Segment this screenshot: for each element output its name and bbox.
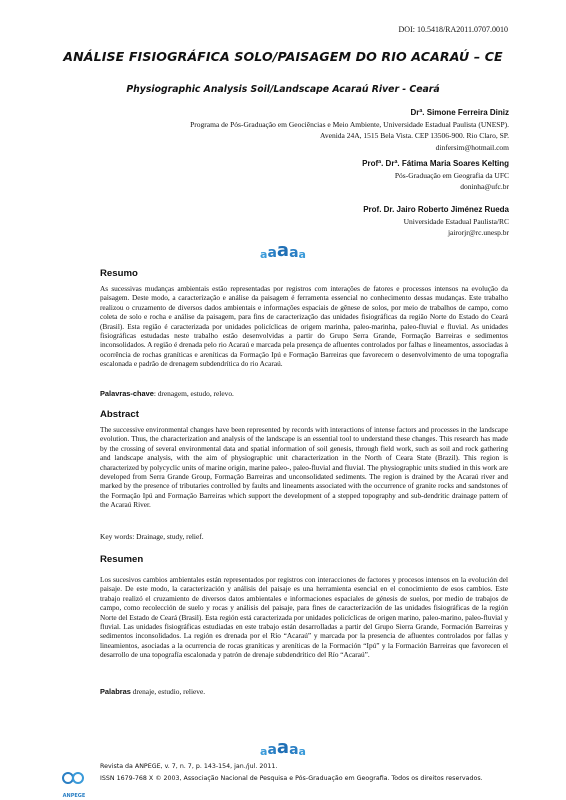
keywords-label: Palavras-chave: [100, 389, 154, 398]
logo-letter: a: [267, 245, 277, 261]
author-address: Avenida 24A, 1515 Bela Vista. CEP 13506-900. Rio Claro, SP.: [320, 131, 509, 141]
doi: DOI: 10.5418/RA2011.0707.0010: [398, 25, 508, 34]
author-name: Prof. Dr. Jairo Roberto Jiménez Rueda: [363, 205, 509, 214]
resumen-text: Los sucesivos cambios ambientales están representados por registros con interacciones de factores y procesos intensos en la evolución del paisaje. De este modo, la caracterización y análisis del paisaje es una herramienta esencial en el conocimiento de esos cambios. Este trabajo realizó el cruzamiento de diversos datos ambientales e informaciones espaciales de génesis de suelos, por medio de trabajos de campo, como recolección de suelo y rocas y análisis del paisaje, para fines de caracterización de las unidades fisiográficas de la región Norte del Estado de Ceará (Brasil). Esta región está caracterizada por unidades policíclicas de origen marino, paleo-marino, paleo-fluvial y fluvial. Las unidades fisiográficas estudiadas en este trabajo están desarrolladas a partir del Grupo Sierra Grande, Formación Barreiras y sedimentos inconsolidados. La región es drenada por el Río “Acaraú” y marcada por la presencia de afluentes controlados por fallas y lineamientos, asociadas a la ocurrencia de rocas graníticas y areníticas de la Formación “Ipú” y la Formación Barreiras que favorecen el desarrollo de una topografía escalonada y patrón de drenaje subdendrítico del Río “Acaraú”.: [100, 575, 508, 660]
author-block-1: [89, 107, 509, 153]
resumo-keywords: [100, 389, 508, 398]
logo-caption: ANPEGE: [62, 793, 86, 799]
author-name: Profª. Drª. Fátima Maria Soares Kelting: [362, 159, 509, 168]
paper-title: ANÁLISE FISIOGRÁFICA SOLO/PAISAGEM DO RIO ACARAÚ – CE: [63, 49, 503, 64]
logo-letter: a: [260, 745, 268, 758]
author-email: dinfersim@hotmail.com: [435, 142, 509, 152]
author-name: Drª. Simone Ferreira Diniz: [410, 108, 509, 117]
logo-letter: a: [260, 248, 268, 261]
abstract-text: The successive environmental changes have been represented by records with interactions of intense factors and processes in the landscape evolution. Thus, the characterization and analysis of the landscape is an essential tool to understand these changes. This research has made by the crossing of several environmental data and spatial information of soil genesis, through field work, such as soil and rock gathering and landscape analysis, with the aim of physiographic unit characterization in the North of Ceara State (Brazil). This region is characterized by polycyclic units of marine origin, marine paleo-, paleo-fluvial and fluvial. The physiographic units studied in this work are developed from Serra Grande Group, Formação Barreiras and unconsolidated sediments. The region is drained by the Acaraú river and marked by the presence of tributaries controlled by faults and lineaments associated with the occurrence of granite rocks and sandstones of the Formação Ipú and Formação Barreiras which support the development of a stepped topography and sub-dendritic drainage pattern of the Acaraú River.: [100, 425, 508, 510]
keywords-label: Palabras: [100, 687, 131, 696]
author-block-3: [89, 204, 509, 239]
anpege-logo-footer: [0, 737, 566, 758]
resumo-text: As sucessivas mudanças ambientais estão representadas por registros com interações de fatores e processos intensos na evolução da paisagem. Deste modo, a caracterização e análise da paisagem é ferramenta essencial no conhecimento dessas mudanças. Este trabalho realizou o cruzamento de diversos dados ambientais e informações espaciais de gênese de solos, por meio de trabalhos de campo, como coleta de solo e rocha e análise da paisagem, para fins de caracterização das unidades fisiográficas da região Norte do Estado do Ceará (Brasil). Esta região é caracterizada por unidades policíclicas de origem marinha, paleo-marinha, paleo-fluvial e fluvial. As unidades fisiográficas estudadas neste trabalho estão desenvolvidas a partir do Grupo Serra Grande, Formação Barreiras e sedimentos inconsolidados. A região é drenada pelo rio Acaraú e marcada pela presença de afluentes controlados por falhas e lineamentos, associadas à ocorrência de rochas graníticas e areníticas da Formação Ipú e Formação Barreiras que favorecem o desenvolvimento de uma topografia escalonada e padrão de drenagem subdendrítica do rio Acaraú.: [100, 284, 508, 369]
logo-letter: a: [298, 745, 306, 758]
author-email: doninha@ufc.br: [460, 182, 509, 192]
keywords-text: : drenagem, estudo, relevo.: [153, 389, 234, 398]
logo-letter: a: [289, 742, 299, 758]
keywords-text: Drainage, study, relief.: [134, 532, 204, 541]
abstract-heading: Abstract: [100, 409, 139, 420]
paper-subtitle: Physiographic Analysis Soil/Landscape Acaraú River - Ceará: [126, 84, 440, 95]
author-block-2: [89, 158, 509, 193]
issn-copyright: ISSN 1679-768 X © 2003, Associação Nacional de Pesquisa e Pós-Graduação em Geografia. Todos os direitos reservados.: [100, 775, 483, 782]
keywords-label: Key words:: [100, 532, 135, 541]
logo-letter: a: [298, 248, 306, 261]
author-affiliation: Universidade Estadual Paulista/RC: [403, 216, 509, 226]
logo-letter: a: [276, 240, 290, 261]
journal-citation: Revista da ANPEGE, v. 7, n. 7, p. 143-154, jan./jul. 2011.: [100, 763, 278, 770]
anpege-mark-icon: [59, 768, 89, 788]
logo-letter: a: [276, 737, 290, 758]
abstract-keywords: [100, 532, 508, 541]
author-email: jairorjr@rc.unesp.br: [447, 228, 509, 238]
anpege-logo: [0, 240, 566, 261]
logo-letter: a: [289, 245, 299, 261]
anpege-small-logo: [56, 768, 92, 799]
keywords-text: drenaje, estudio, relieve.: [130, 687, 206, 696]
author-affiliation: Programa de Pós-Graduação em Geociências e Meio Ambiente, Universidade Estadual Paulista (UNESP).: [190, 119, 509, 129]
author-affiliation: Pós-Graduação em Geografia da UFC: [394, 170, 509, 180]
resumo-heading: Resumo: [100, 268, 138, 279]
resumen-heading: Resumen: [100, 554, 144, 565]
resumen-keywords: [100, 687, 508, 696]
logo-letter: a: [267, 742, 277, 758]
